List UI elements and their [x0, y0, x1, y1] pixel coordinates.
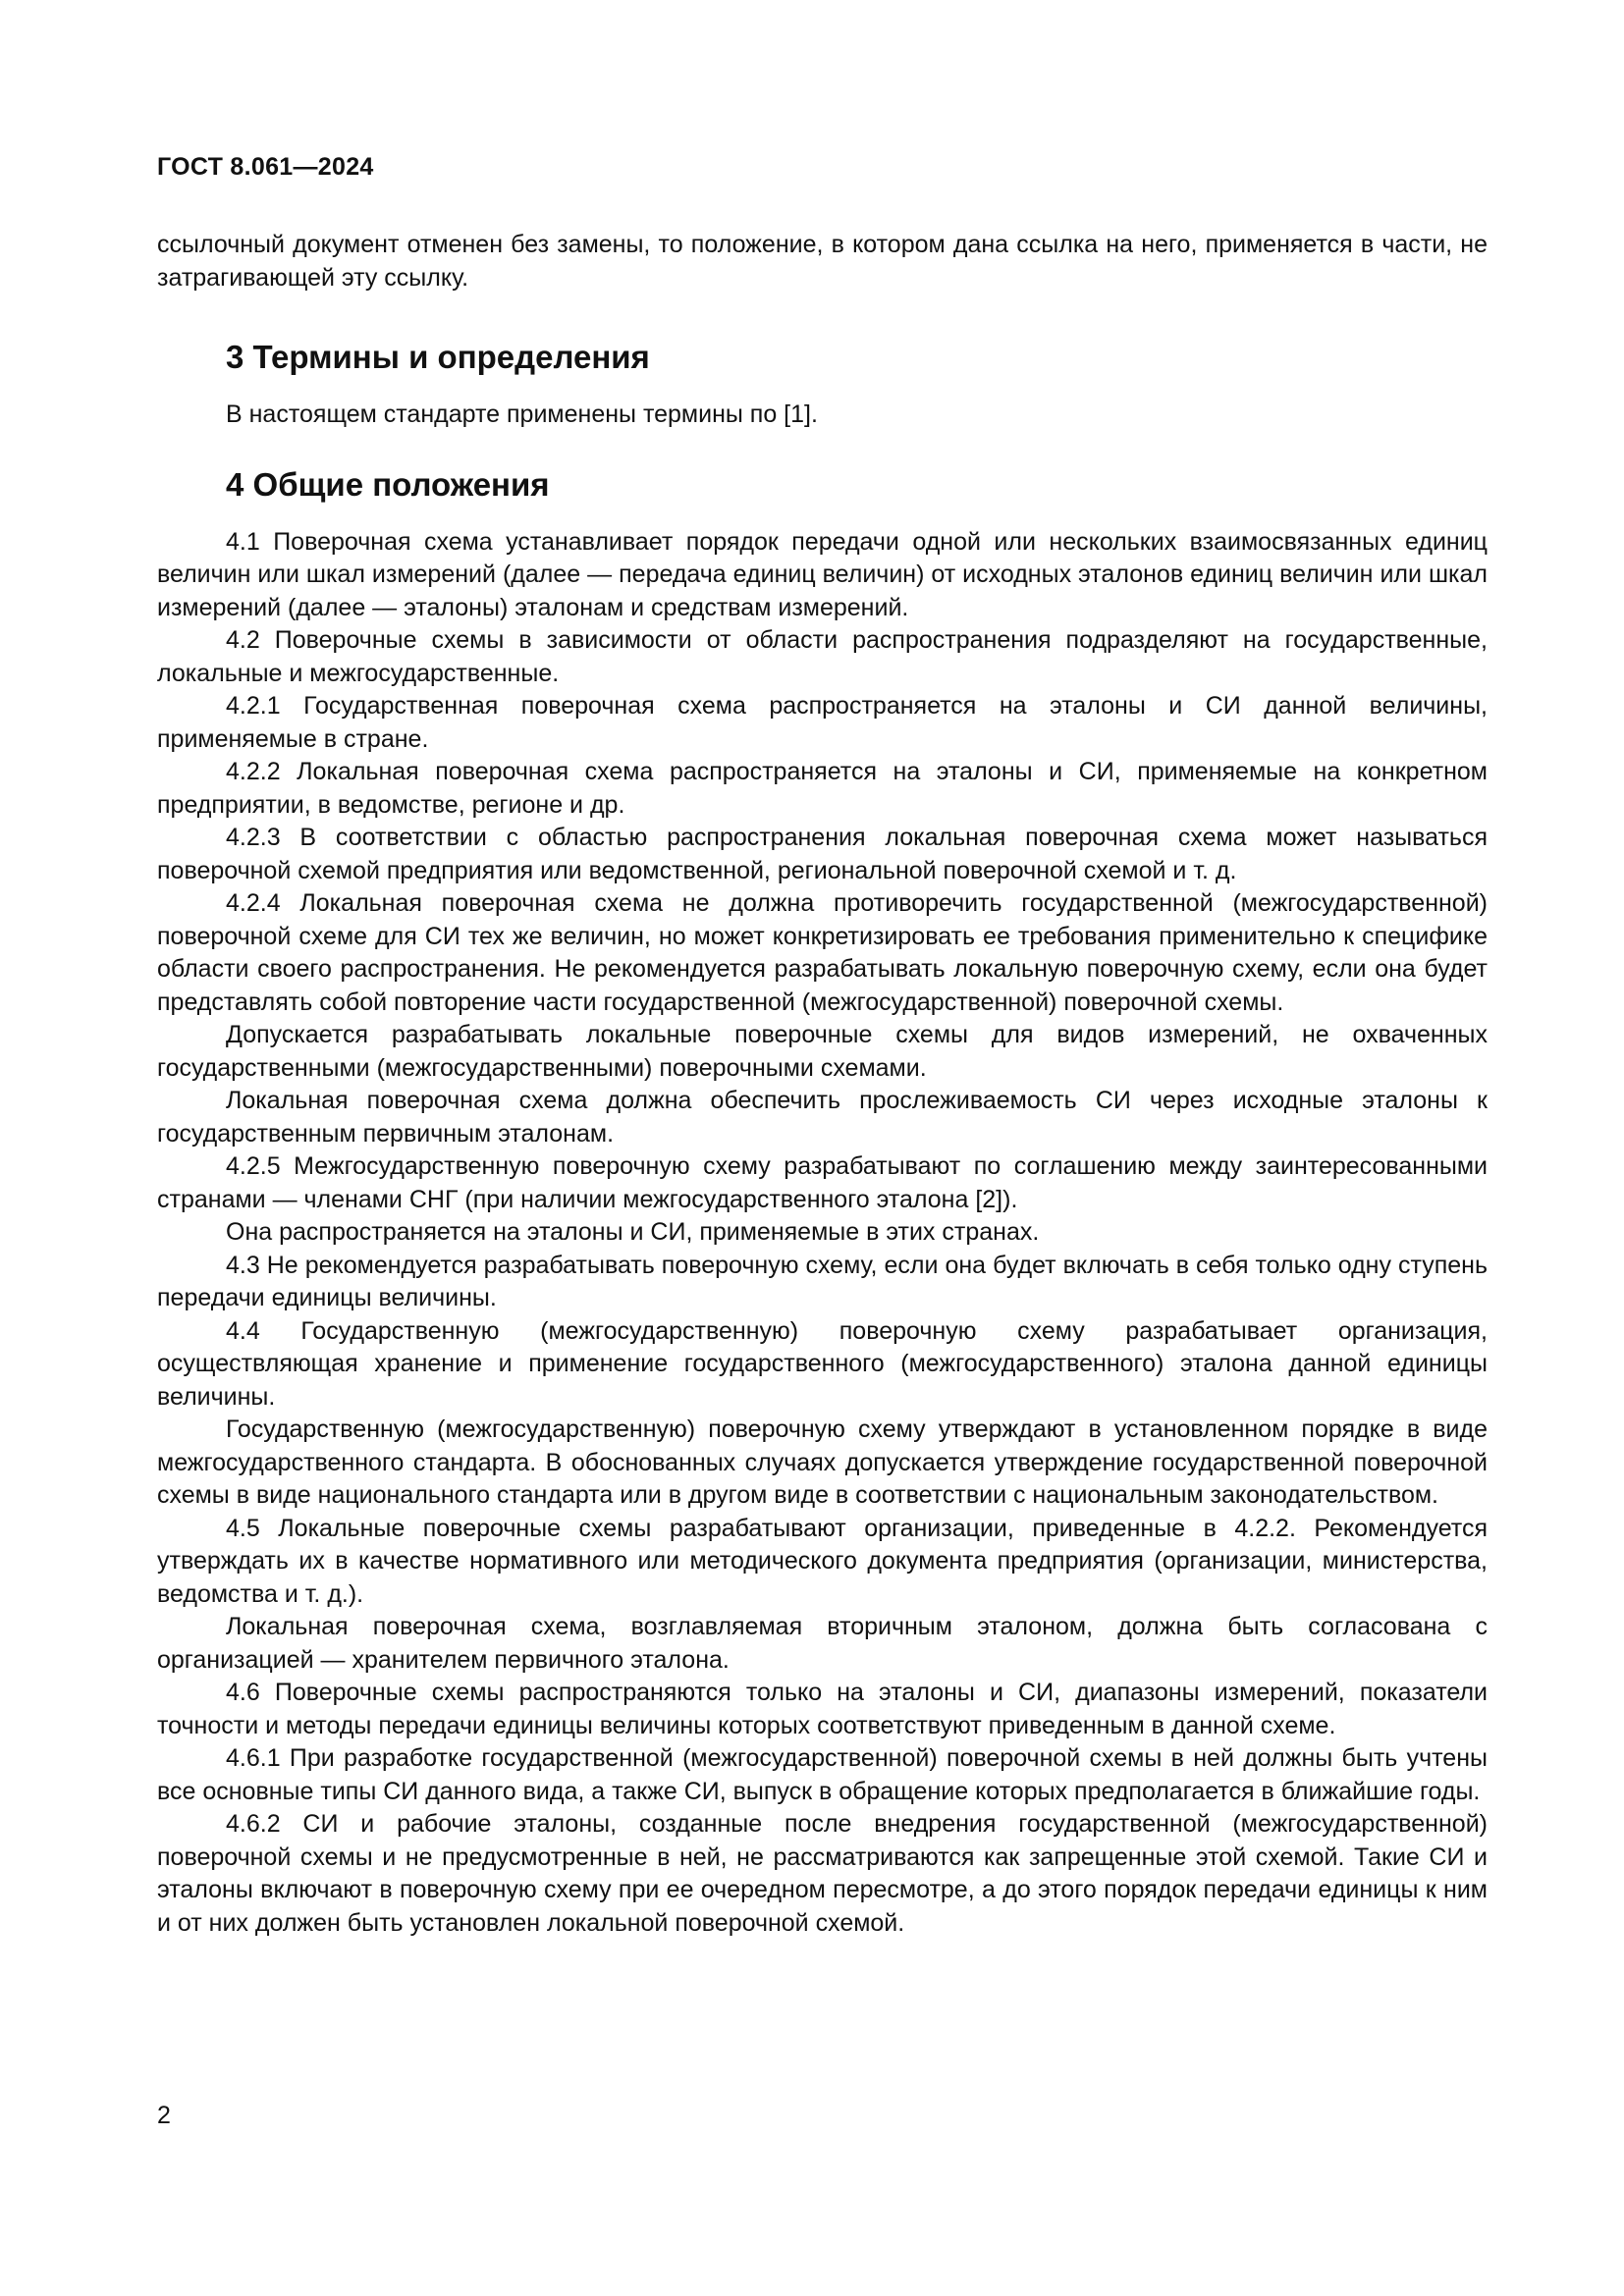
paragraph: 4.2.3 В соответствии с областью распространения локальная поверочная схема может называться поверочной схемой предприятия или ведомственной, региональной поверочной схемой и т. д.: [157, 824, 1488, 884]
paragraph: Государственную (межгосударственную) поверочную схему утверждают в установленном порядке в виде межгосударственного стандарта. В обоснованных случаях допускается утверждение государственной поверочной схемы в виде национального стандарта или в другом виде в соответствии с национальным законодательством.: [157, 1415, 1488, 1509]
paragraph: 4.2.5 Межгосударственную поверочную схему разрабатывают по соглашению между заинтересованными странами — членами СНГ (при наличии межгосударственного эталона [2]).: [157, 1152, 1488, 1213]
paragraph: 4.5 Локальные поверочные схемы разрабатывают организации, приведенные в 4.2.2. Рекомендуется утверждать их в качестве нормативного или методического документа предприятия (организации, министерства, ведомства и т. д.).: [157, 1514, 1488, 1608]
continuation-paragraph: ссылочный документ отменен без замены, то положение, в котором дана ссылка на него, применяется в части, не затрагивающей эту ссылку.: [157, 231, 1488, 292]
paragraph: 4.3 Не рекомендуется разрабатывать поверочную схему, если она будет включать в себя только одну ступень передачи единицы величины.: [157, 1251, 1488, 1311]
paragraph: Локальная поверочная схема должна обеспечить прослеживаемость СИ через исходные эталоны к государственным первичным эталонам.: [157, 1087, 1488, 1148]
paragraph: 4.6.2 СИ и рабочие эталоны, созданные после внедрения государственной (межгосударственной) поверочной схемы и не предусмотренные в ней, не рассматриваются как запрещенные этой схемой. Такие СИ и эталоны включают в поверочную схему при ее очередном пересмотре, а до этого порядок передачи единицы к ним и от них должен быть установлен локальной поверочной схемой.: [157, 1810, 1488, 1937]
paragraph: 4.6 Поверочные схемы распространяются только на эталоны и СИ, диапазоны измерений, показатели точности и методы передачи единицы величины которых соответствуют приведенным в данной схеме.: [157, 1679, 1488, 1739]
paragraph: 4.2.4 Локальная поверочная схема не должна противоречить государственной (межгосударственной) поверочной схеме для СИ тех же величин, но может конкретизировать ее требования применительно к специфике области своего распространения. Не рекомендуется разрабатывать локальную поверочную схему, если она будет представлять собой повторение части государственной (межгосударственной) поверочной схемы.: [157, 889, 1488, 1016]
paragraph: Она распространяется на эталоны и СИ, применяемые в этих странах.: [226, 1218, 1040, 1246]
page-content: [157, 229, 1488, 1940]
page-number: 2: [157, 2102, 171, 2129]
paragraph: 4.2 Поверочные схемы в зависимости от области распространения подразделяют на государственные, локальные и межгосударственные.: [157, 626, 1488, 687]
section-3-text: В настоящем стандарте применены термины по [1].: [226, 400, 818, 428]
paragraph: Допускается разрабатывать локальные поверочные схемы для видов измерений, не охваченных государственными (межгосударственными) поверочными схемами.: [157, 1021, 1488, 1082]
paragraph: Локальная поверочная схема, возглавляемая вторичным эталоном, должна быть согласована с организацией — хранителем первичного эталона.: [157, 1613, 1488, 1674]
section-3-title: 3 Термины и определения: [226, 339, 650, 375]
paragraph: 4.2.2 Локальная поверочная схема распространяется на эталоны и СИ, применяемые на конкретном предприятии, в ведомстве, регионе и др.: [157, 758, 1488, 819]
paragraph: 4.1 Поверочная схема устанавливает порядок передачи одной или нескольких взаимосвязанных единиц величин или шкал измерений (далее — передача единиц величин) от исходных эталонов единиц величин или шкал измерений (далее — эталоны) эталонам и средствам измерений.: [157, 527, 1488, 621]
paragraph: 4.2.1 Государственная поверочная схема распространяется на эталоны и СИ данной величины, применяемые в стране.: [157, 692, 1488, 753]
paragraph: 4.4 Государственную (межгосударственную) поверочную схему разрабатывает организация, осуществляющая хранение и применение государственного (межгосударственного) эталона данной единицы величины.: [157, 1316, 1488, 1411]
paragraph: 4.6.1 При разработке государственной (межгосударственной) поверочной схемы в ней должны быть учтены все основные типы СИ данного вида, а также СИ, выпуск в обращение которых предполагается в ближайшие годы.: [157, 1744, 1488, 1805]
section-4-title: 4 Общие положения: [226, 465, 550, 503]
document-header: ГОСТ 8.061—2024: [157, 153, 374, 181]
